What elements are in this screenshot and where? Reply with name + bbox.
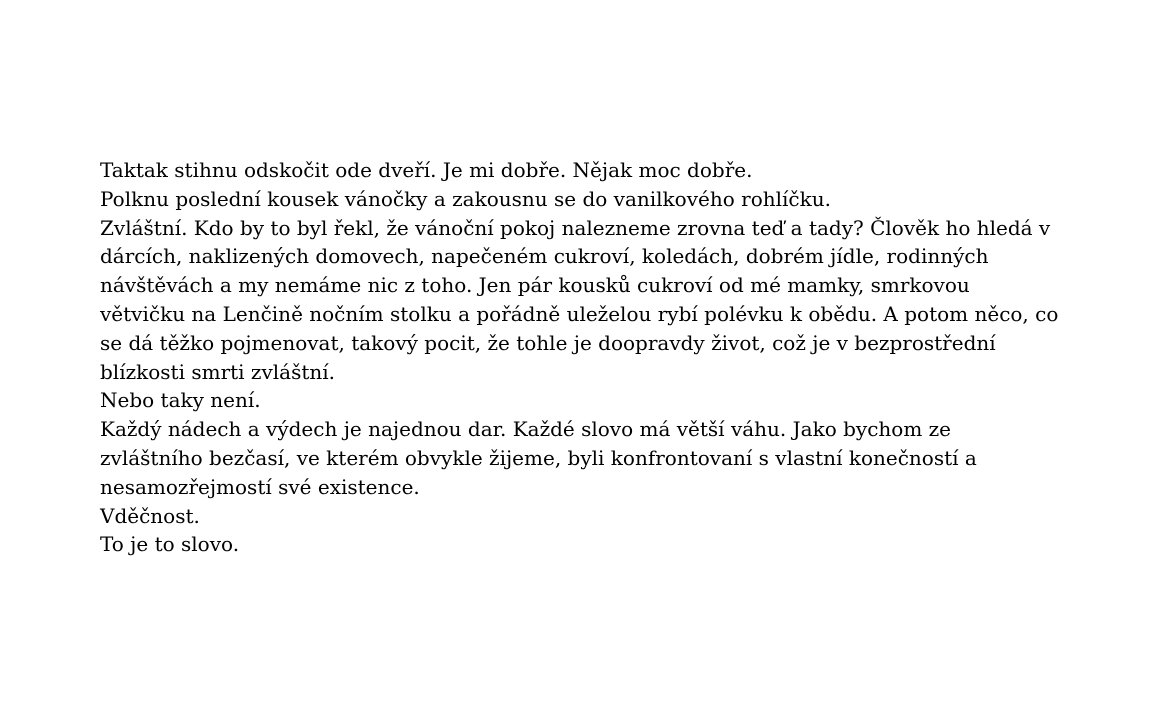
paragraph: Taktak stihnu odskočit ode dveří. Je mi dobře. Nějak moc dobře. xyxy=(100,158,753,182)
text-body xyxy=(100,156,1060,559)
paragraph: Nebo taky není. xyxy=(100,388,261,413)
paragraph: Každý nádech a výdech je najednou dar. Každé slovo má větší váhu. Jako bychom ze zvláštního bezčasí, ve kterém obvykle žijeme, byli konfrontovaní s vlastní konečností a nesamozřejmostí své existence. xyxy=(100,417,977,499)
paragraph: Polknu poslední kousek vánočky a zakousnu se do vanilkového rohlíčku. xyxy=(100,186,831,211)
paragraph: Vděčnost. xyxy=(100,503,200,528)
paragraph: Zvláštní. Kdo by to byl řekl, že vánoční pokoj nalezneme zrovna teď a tady? Člověk ho hledá v dárcích, naklizených domovech, napečeném cukroví, koledách, dobrém jídle, rodinných návštěvách a my nemáme nic z toho. Jen pár kousků cukroví od mé mamky, smrkovou větvičku na Lenčině nočním stolku a pořádně uleželou rybí polévku k obědu. A potom něco, co se dá těžko pojmenovat, takový pocit, že tohle je doopravdy život, což je v bezprostřední blízkosti smrti zvláštní. xyxy=(100,215,1059,384)
paragraph: To je to slovo. xyxy=(100,532,240,557)
